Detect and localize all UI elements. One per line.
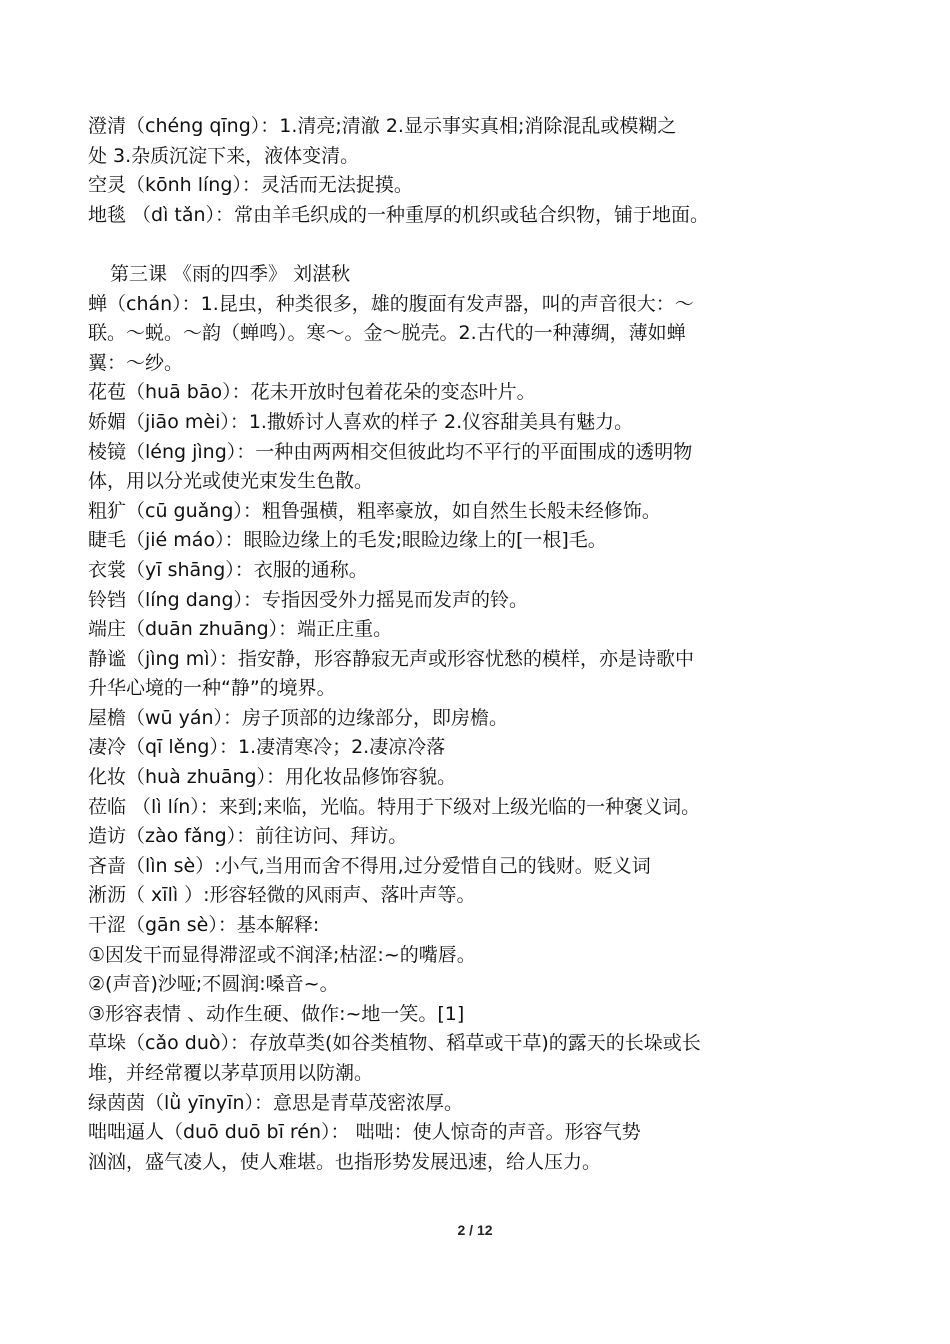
text-line: 淅沥（ xīlì ）:形容轻微的风雨声、落叶声等。 <box>88 884 476 907</box>
text-line: 绿茵茵（lǜ yīnyīn）：意思是青草茂密浓厚。 <box>88 1091 463 1114</box>
text-line: 粗犷（cū guǎng）：粗鲁强横，粗率豪放，如自然生长般未经修饰。 <box>88 499 661 522</box>
page-number: 2 / 12 <box>457 1222 493 1238</box>
text-line: 造访（zào fǎng）：前往访问、拜访。 <box>88 825 408 848</box>
text-line: 汹汹，盛气凌人，使人难堪。也指形势发展迅速，给人压力。 <box>88 1150 602 1173</box>
text-line: 地毯 （dì tǎn）：常由羊毛织成的一种重厚的机织或毡合织物，铺于地面。 <box>88 203 710 226</box>
text-line: 棱镜（léng jìng）：一种由两两相交但彼此均不平行的平面围成的透明物 <box>88 440 693 463</box>
text-line: 娇媚（jiāo mèi）：1.撒娇讨人喜欢的样子 2.仪容甜美具有魅力。 <box>88 410 634 433</box>
text-line: 静谧（jìng mì）：指安静，形容静寂无声或形容忧愁的模样，亦是诗歌中 <box>88 647 694 670</box>
text-line: 花苞（huā bāo）：花未开放时包着花朵的变态叶片。 <box>88 381 536 404</box>
text-line: 堆，并经常覆以茅草顶用以防潮。 <box>88 1062 374 1084</box>
text-line: 莅临 （lì lín）：来到;来临，光临。特用于下级对上级光临的一种褒义词。 <box>88 795 701 818</box>
text-line: 咄咄逼人（duō duō bī rén）： 咄咄：使人惊奇的声音。形容气势 <box>88 1121 641 1144</box>
text-line: 铃铛（líng dang）：专指因受外力摇晃而发声的铃。 <box>88 588 529 611</box>
text-line: 处 3.杂质沉淀下来，液体变清。 <box>88 144 360 167</box>
text-line: 屋檐（wū yán）：房子顶部的边缘部分，即房檐。 <box>88 706 509 729</box>
text-line: ①因发干而显得滞涩或不润泽;枯涩:~的嘴唇。 <box>88 943 476 966</box>
text-line: 升华心境的一种“静”的境界。 <box>88 677 336 700</box>
text-line: 干涩（gān sè）：基本解释: <box>88 914 320 937</box>
text-line: 澄清（chéng qīng）：1.清亮;清澈 2.显示事实真相;消除混乱或模糊之 <box>88 115 677 137</box>
text-line: 草垛（cǎo duò）：存放草类(如谷类植物、稻草或干草)的露天的长垛或长 <box>88 1032 701 1055</box>
text-line: 端庄（duān zhuāng）：端正庄重。 <box>88 618 393 641</box>
text-line: 翼：～纱。 <box>88 351 184 374</box>
text-line: 吝啬（lìn sè）:小气,当用而舍不得用,过分爱惜自己的钱财。贬义词 <box>88 854 651 877</box>
text-line: 联。～蜕。～韵（蝉鸣）。寒～。金～脱壳。2.古代的一种薄绸，薄如蝉 <box>88 322 686 345</box>
text-line: 化妆（huà zhuāng）：用化妆品修饰容貌。 <box>88 766 457 789</box>
text-line: 睫毛（jié máo）：眼睑边缘上的毛发;眼睑边缘上的[一根]毛。 <box>88 529 607 552</box>
text-line: 空灵（kōnh líng）：灵活而无法捉摸。 <box>88 174 413 197</box>
text-line: ③形容表情 、动作生硬、做作:~地一笑。[1] <box>88 1002 465 1025</box>
text-line: 凄冷（qī lěng）：1.凄清寒冷；2.凄凉冷落 <box>88 736 446 759</box>
blank-line <box>88 230 888 260</box>
text-line: 蝉（chán）：1.昆虫，种类很多，雄的腹面有发声器，叫的声音很大：～ <box>88 292 694 315</box>
text-line: ②(声音)沙哑;不圆润:嗓音~。 <box>88 973 339 996</box>
lesson-heading: 第三课 《雨的四季》 刘湛秋 <box>110 262 351 285</box>
text-line: 体，用以分光或使光束发生色散。 <box>88 470 374 493</box>
text-line: 衣裳（yī shāng）：衣服的通称。 <box>88 558 368 581</box>
page-body <box>88 112 888 1177</box>
